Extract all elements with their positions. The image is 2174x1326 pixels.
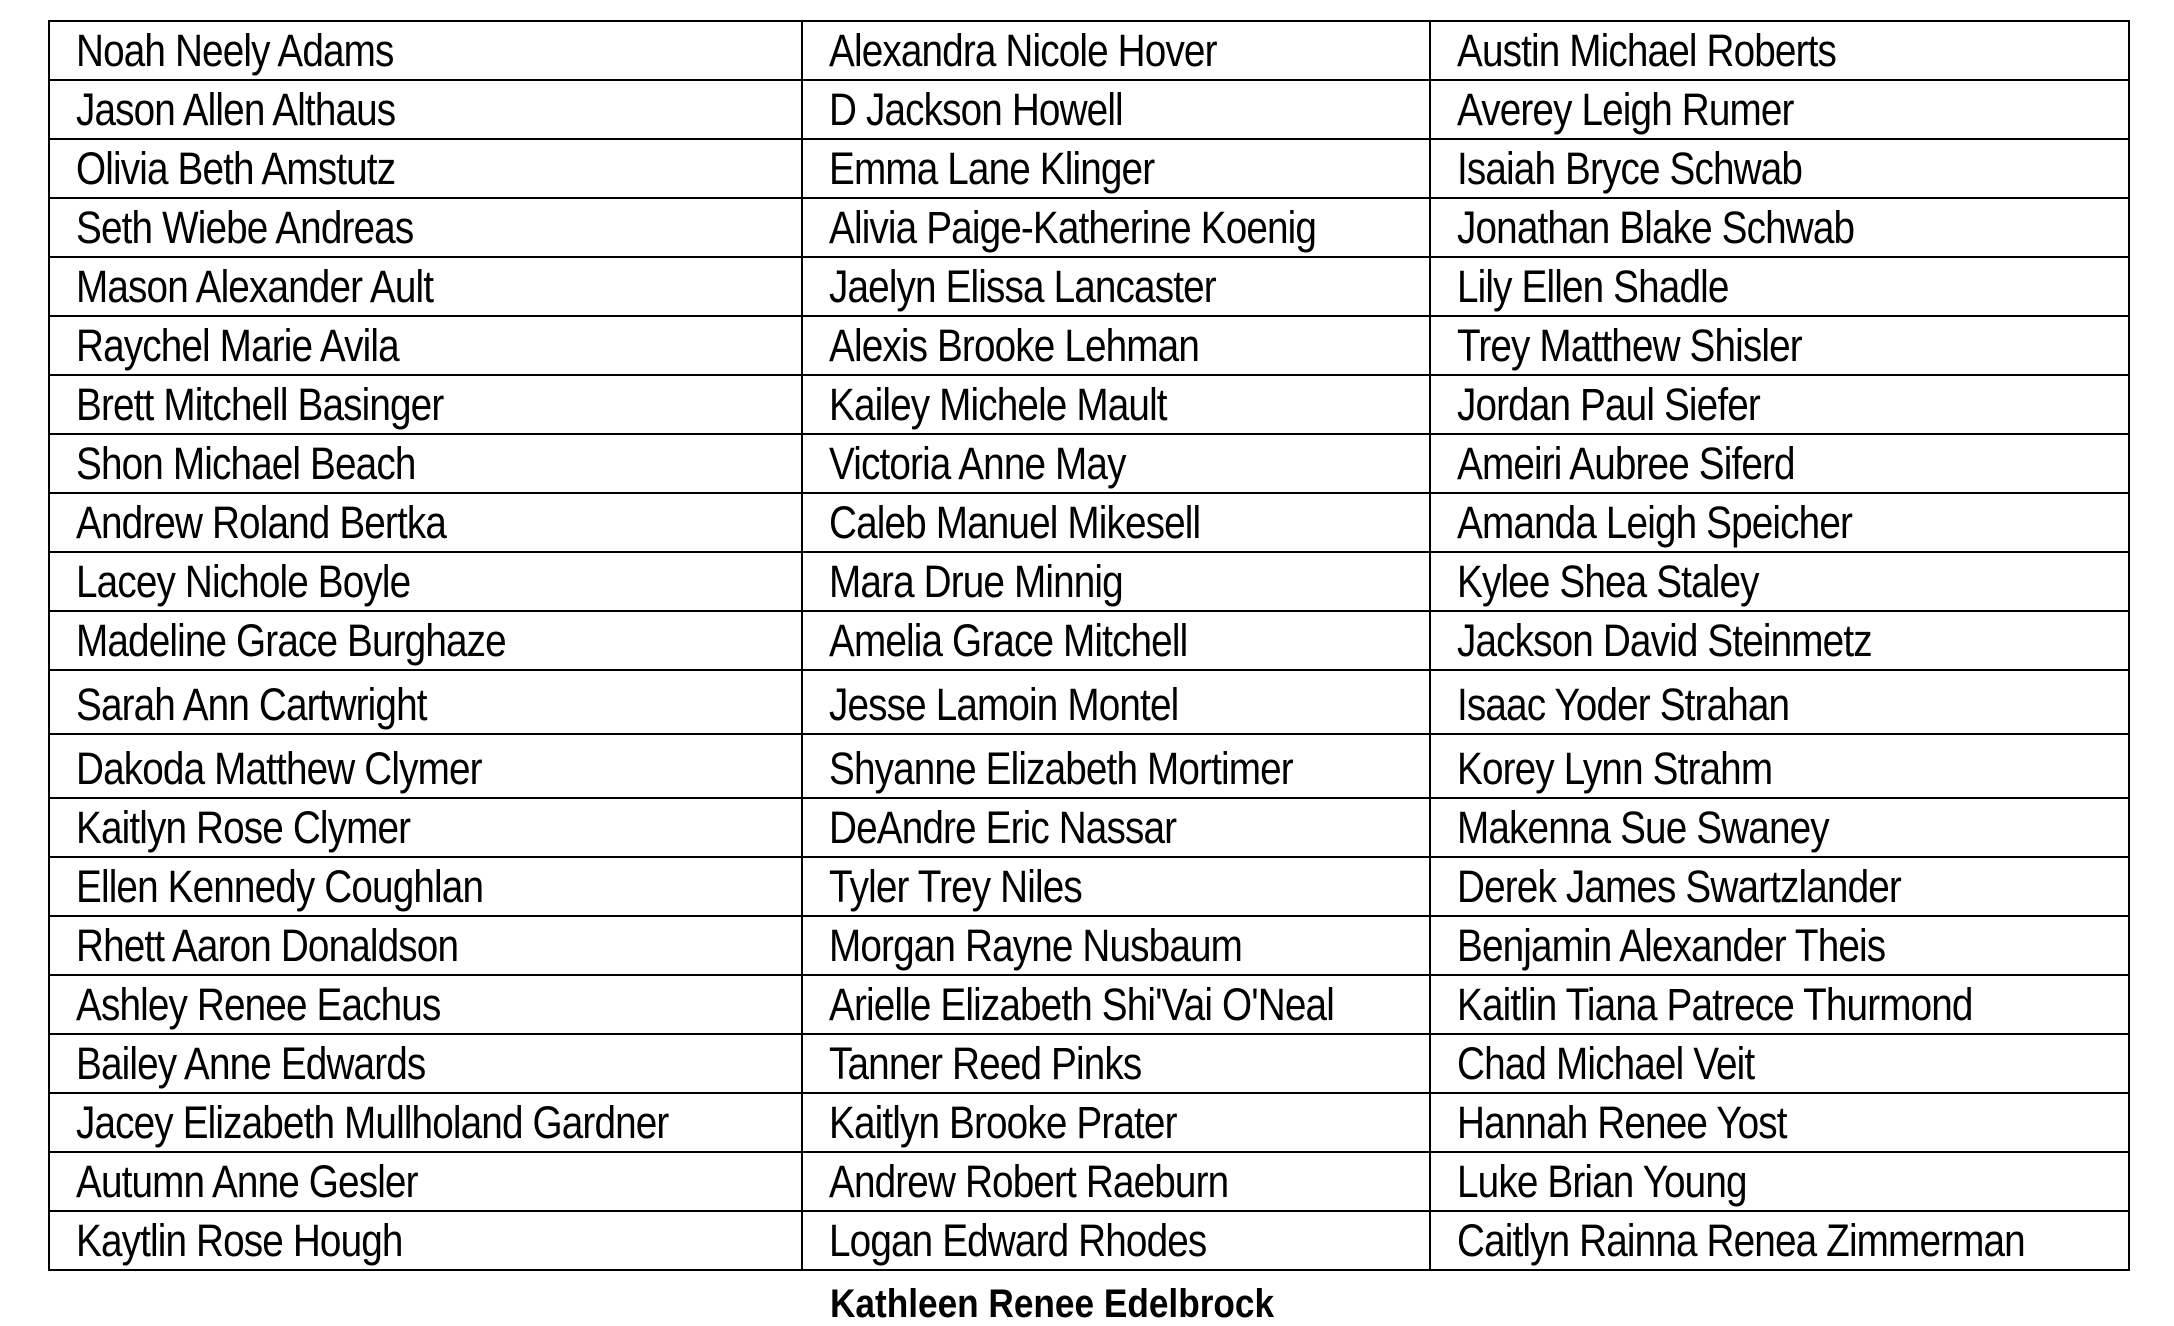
name-cell: Hannah Renee Yost	[1430, 1093, 2129, 1152]
table-row	[49, 375, 2129, 434]
name-cell: Lily Ellen Shadle	[1430, 257, 2129, 316]
name-cell: Shyanne Elizabeth Mortimer	[802, 734, 1430, 798]
name-cell: DeAndre Eric Nassar	[802, 798, 1430, 857]
name-cell: Mason Alexander Ault	[49, 257, 802, 316]
name-cell: Olivia Beth Amstutz	[49, 139, 802, 198]
name-cell: Derek James Swartzlander	[1430, 857, 2129, 916]
name-cell: Tanner Reed Pinks	[802, 1034, 1430, 1093]
name-cell: Averey Leigh Rumer	[1430, 80, 2129, 139]
table-row	[49, 1211, 2129, 1270]
table-row	[49, 798, 2129, 857]
name-cell: Sarah Ann Cartwright	[49, 670, 802, 734]
name-cell: Chad Michael Veit	[1430, 1034, 2129, 1093]
names-table	[48, 20, 2130, 1271]
name-cell: Tyler Trey Niles	[802, 857, 1430, 916]
name-cell: Lacey Nichole Boyle	[49, 552, 802, 611]
name-cell: Shon Michael Beach	[49, 434, 802, 493]
footer-name	[830, 1282, 1335, 1326]
name-cell: Morgan Rayne Nusbaum	[802, 916, 1430, 975]
table-row	[49, 434, 2129, 493]
name-cell: Ameiri Aubree Siferd	[1430, 434, 2129, 493]
name-cell: Noah Neely Adams	[49, 21, 802, 80]
table-row	[49, 80, 2129, 139]
name-cell: Ashley Renee Eachus	[49, 975, 802, 1034]
names-table-body	[49, 21, 2129, 1270]
name-cell: Dakoda Matthew Clymer	[49, 734, 802, 798]
table-row	[49, 916, 2129, 975]
name-cell: Makenna Sue Swaney	[1430, 798, 2129, 857]
table-row	[49, 857, 2129, 916]
table-row	[49, 1152, 2129, 1211]
table-row	[49, 975, 2129, 1034]
name-cell: Andrew Roland Bertka	[49, 493, 802, 552]
table-row	[49, 611, 2129, 670]
name-cell: Amelia Grace Mitchell	[802, 611, 1430, 670]
name-cell: Andrew Robert Raeburn	[802, 1152, 1430, 1211]
name-cell: Kaitlyn Brooke Prater	[802, 1093, 1430, 1152]
name-cell: Luke Brian Young	[1430, 1152, 2129, 1211]
name-cell: Caitlyn Rainna Renea Zimmerman	[1430, 1211, 2129, 1270]
name-cell: Austin Michael Roberts	[1430, 21, 2129, 80]
name-cell: Jonathan Blake Schwab	[1430, 198, 2129, 257]
name-cell: Kaytlin Rose Hough	[49, 1211, 802, 1270]
name-cell: Caleb Manuel Mikesell	[802, 493, 1430, 552]
table-row	[49, 493, 2129, 552]
name-cell: Kaitlin Tiana Patrece Thurmond	[1430, 975, 2129, 1034]
name-cell: Alexis Brooke Lehman	[802, 316, 1430, 375]
name-cell: Mara Drue Minnig	[802, 552, 1430, 611]
name-cell: Ellen Kennedy Coughlan	[49, 857, 802, 916]
name-cell: D Jackson Howell	[802, 80, 1430, 139]
name-cell: Jordan Paul Siefer	[1430, 375, 2129, 434]
name-cell: Jesse Lamoin Montel	[802, 670, 1430, 734]
name-cell: Kylee Shea Staley	[1430, 552, 2129, 611]
name-cell: Seth Wiebe Andreas	[49, 198, 802, 257]
table-row	[49, 139, 2129, 198]
name-cell: Kaitlyn Rose Clymer	[49, 798, 802, 857]
name-cell: Arielle Elizabeth Shi'Vai O'Neal	[802, 975, 1430, 1034]
name-cell: Kailey Michele Mault	[802, 375, 1430, 434]
name-cell: Emma Lane Klinger	[802, 139, 1430, 198]
name-cell: Amanda Leigh Speicher	[1430, 493, 2129, 552]
table-row	[49, 1093, 2129, 1152]
name-cell: Jackson David Steinmetz	[1430, 611, 2129, 670]
name-cell: Jaelyn Elissa Lancaster	[802, 257, 1430, 316]
table-row	[49, 1034, 2129, 1093]
name-cell: Autumn Anne Gesler	[49, 1152, 802, 1211]
name-cell: Trey Matthew Shisler	[1430, 316, 2129, 375]
name-cell: Alivia Paige-Katherine Koenig	[802, 198, 1430, 257]
name-cell: Logan Edward Rhodes	[802, 1211, 1430, 1270]
name-cell: Korey Lynn Strahm	[1430, 734, 2129, 798]
name-cell: Rhett Aaron Donaldson	[49, 916, 802, 975]
name-cell: Isaiah Bryce Schwab	[1430, 139, 2129, 198]
table-row	[49, 670, 2129, 734]
table-row	[49, 257, 2129, 316]
name-cell: Victoria Anne May	[802, 434, 1430, 493]
name-cell: Alexandra Nicole Hover	[802, 21, 1430, 80]
name-cell: Brett Mitchell Basinger	[49, 375, 802, 434]
table-row	[49, 198, 2129, 257]
name-cell: Benjamin Alexander Theis	[1430, 916, 2129, 975]
name-cell: Jason Allen Althaus	[49, 80, 802, 139]
footer-name-text: Kathleen Renee Edelbrock	[830, 1282, 1275, 1326]
table-row	[49, 21, 2129, 80]
table-row	[49, 734, 2129, 798]
name-cell: Bailey Anne Edwards	[49, 1034, 802, 1093]
name-cell: Jacey Elizabeth Mullholand Gardner	[49, 1093, 802, 1152]
name-cell: Isaac Yoder Strahan	[1430, 670, 2129, 734]
name-cell: Madeline Grace Burghaze	[49, 611, 802, 670]
table-row	[49, 316, 2129, 375]
name-cell: Raychel Marie Avila	[49, 316, 802, 375]
table-row	[49, 552, 2129, 611]
